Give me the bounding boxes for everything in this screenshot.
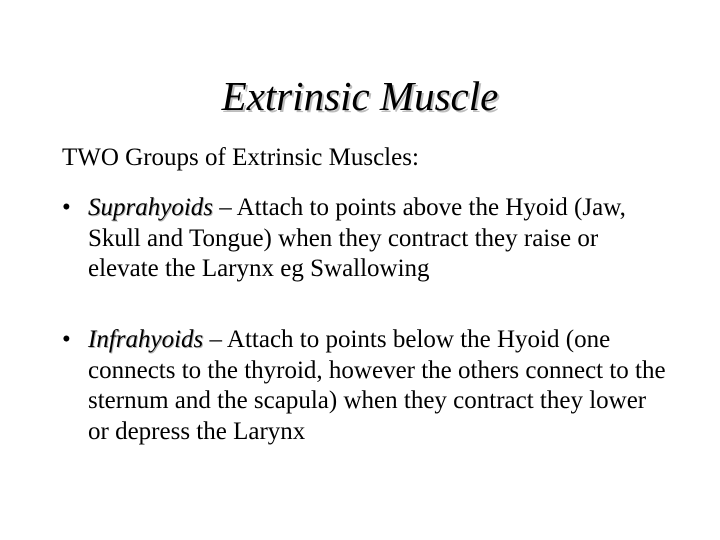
intro-text: TWO Groups of Extrinsic Muscles: — [62, 144, 419, 171]
bullet-text — [88, 193, 672, 285]
slide-title: Extrinsic Muscle — [221, 73, 499, 119]
bullet-term: Suprahyoids — [88, 194, 213, 221]
bullet-marker: • — [62, 326, 71, 353]
bullet-text — [88, 325, 672, 447]
bullet-marker: • — [62, 194, 71, 221]
bullet-item-suprahyoids — [62, 193, 672, 285]
bullet-description: – Attach to points below the Hyoid (one connects to the thyroid, however the others connect to the sternum and the scapula) when they contract they lower or depress the Larynx — [88, 326, 666, 445]
bullet-item-infrahyoids — [62, 325, 672, 447]
bullet-term: Infrahyoids — [88, 326, 204, 353]
bullet-description: – Attach to points above the Hyoid (Jaw, Skull and Tongue) when they contract they raise or elevate the Larynx eg Swallowing — [88, 194, 626, 282]
